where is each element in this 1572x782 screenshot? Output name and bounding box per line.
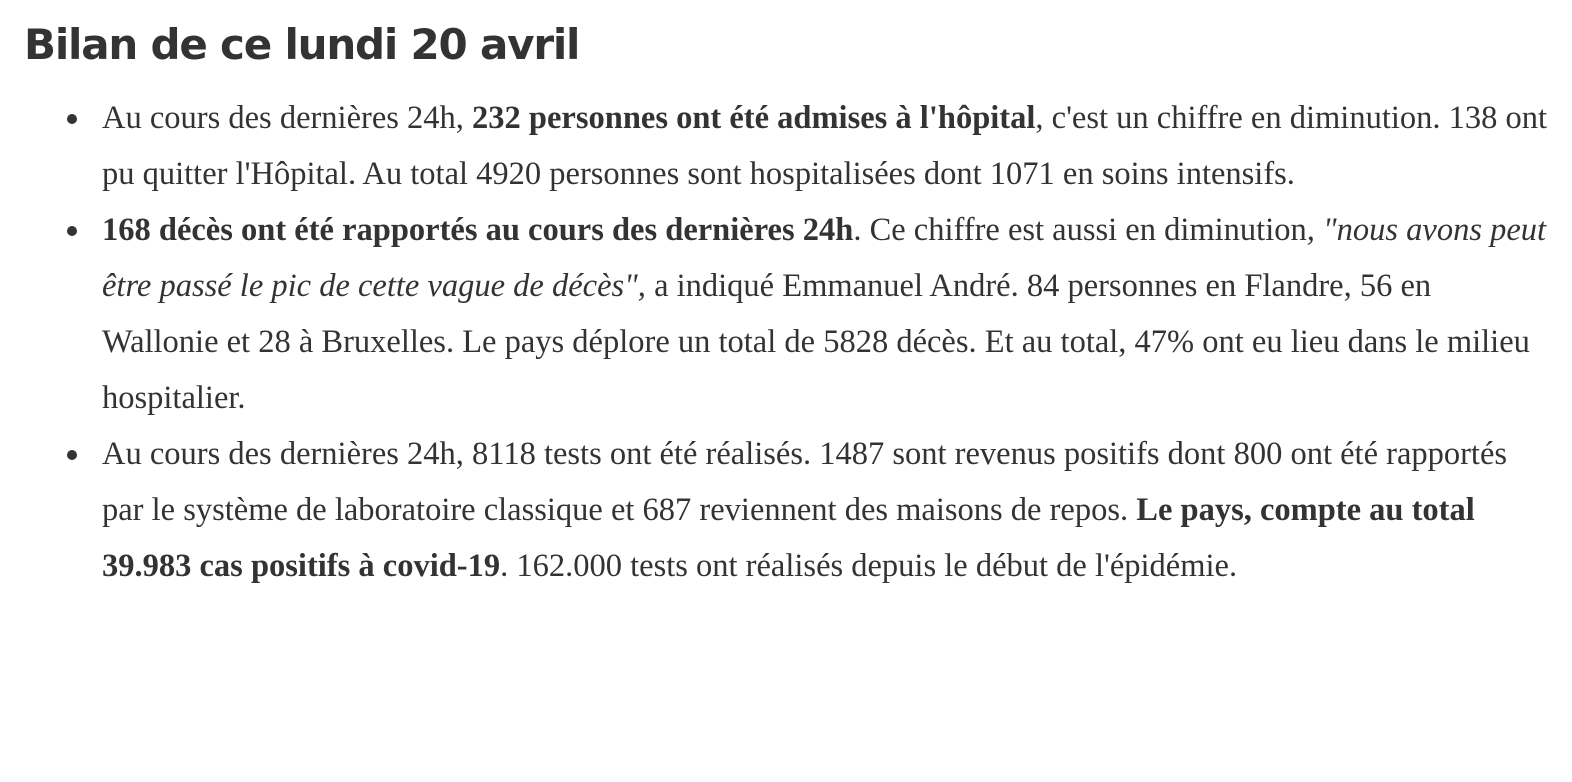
bullet-quote: , "nous avons peut être passé le pic de cette vague de décès", — [102, 212, 1547, 304]
bullet-emphasis: 232 personnes ont été admises à l'hôpital — [472, 100, 1036, 136]
page-title: Bilan de ce lundi 20 avril — [24, 20, 580, 69]
bullet-text: a indiqué Emmanuel André. 84 personnes en Flandre, 56 en Wallonie et 28 à Bruxelles. Le pays déplore un total de 5828 décès. Et au total, 47% ont eu lieu dans le milieu hospitalier. — [102, 268, 1530, 416]
bullet-text: . Ce chiffre est aussi en diminution — [853, 212, 1307, 248]
bullet-item-tests — [102, 426, 1552, 594]
bullet-emphasis: 168 décès ont été rapportés au cours des dernières 24h — [102, 212, 854, 248]
bullet-emphasis: Le pays, compte au total 39.983 cas positifs à covid-19 — [102, 492, 1475, 584]
bullet-text: , c'est un chiffre en diminution. 138 ont pu quitter l'Hôpital. Au total 4920 personnes sont hospitalisées dont 1071 en soins intensifs. — [102, 100, 1548, 192]
bullet-item-deaths — [102, 202, 1552, 426]
bullet-text: Au cours des dernières 24h, 8118 tests ont été réalisés. 1487 sont revenus positifs dont 800 ont été rapportés par le système de laboratoire classique et 687 reviennent des maisons de repos. — [102, 436, 1508, 528]
bullet-text: Au cours des dernières 24h, — [102, 100, 473, 136]
bullet-list — [102, 90, 1552, 594]
bullet-text: . 162.000 tests ont réalisés depuis le début de l'épidémie. — [500, 548, 1238, 584]
bullet-item-hospital — [102, 90, 1552, 202]
